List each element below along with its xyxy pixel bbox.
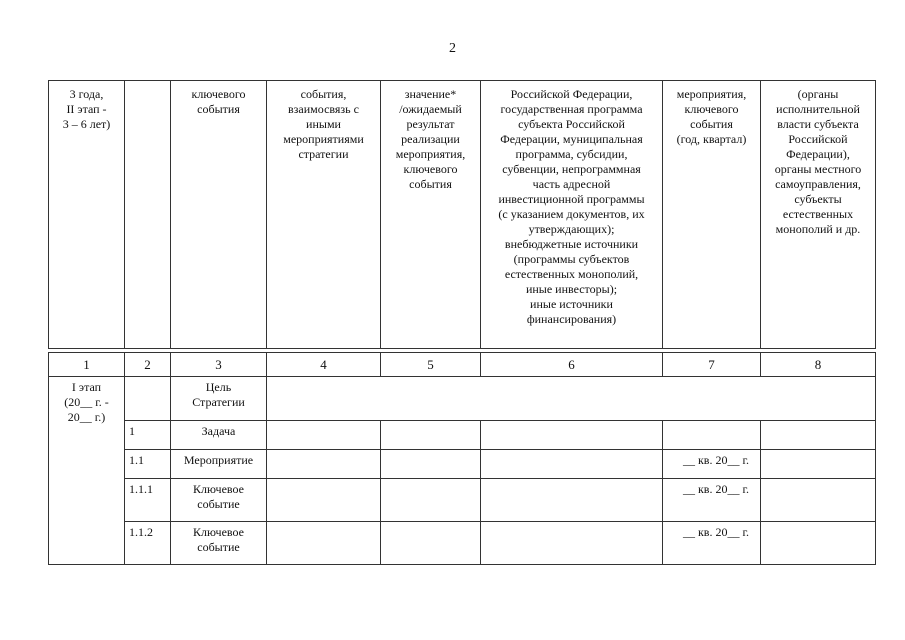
row-col-5 [381, 450, 481, 479]
goal-span-cell [267, 377, 876, 421]
column-number-row [49, 353, 876, 377]
row-col-6 [481, 522, 663, 565]
header-cell-4 [267, 81, 381, 349]
row-col-4 [267, 479, 381, 522]
row-date [663, 421, 761, 450]
row-name [171, 522, 267, 565]
stage-label: I этап (20__ г. - 20__ г.) [64, 380, 109, 424]
row-col-6 [481, 421, 663, 450]
header-cell-3 [171, 81, 267, 349]
table-row [49, 479, 876, 522]
header-cell-2 [125, 81, 171, 349]
column-number-3: 3 [171, 353, 267, 377]
row-name [171, 479, 267, 522]
row-name [171, 450, 267, 479]
row-number: 1 [125, 421, 171, 450]
page-number: 2 [449, 41, 456, 56]
row-col-8 [761, 479, 876, 522]
header-text-6: Российской Федерации, государственная программа субъекта Российской Федерации, муниципальная программа, субсидии, субвенции, непрограммная часть адресной инвестиционной программы (с указанием документов, их утверждающих); внебюджетные источники (программы субъектов естественных монополий, иные инвесторы); иные источники финансирования) [498, 87, 645, 326]
row-number: 1.1 [125, 450, 171, 479]
column-number-5: 5 [381, 353, 481, 377]
row-col-6 [481, 479, 663, 522]
header-cell-5 [381, 81, 481, 349]
header-text-3: ключевого события [191, 87, 246, 116]
row-col-4 [267, 421, 381, 450]
column-number-2: 2 [125, 353, 171, 377]
row-date: __ кв. 20__ г. [663, 479, 761, 522]
row-col-5 [381, 522, 481, 565]
row-col-4 [267, 522, 381, 565]
row-number: 1.1.1 [125, 479, 171, 522]
row-date: __ кв. 20__ г. [663, 522, 761, 565]
row-col-5 [381, 421, 481, 450]
column-number-1: 1 [49, 353, 125, 377]
row-name [171, 421, 267, 450]
row-name-text: Задача [201, 424, 236, 438]
column-number-7: 7 [663, 353, 761, 377]
table-row [49, 450, 876, 479]
goal-row [49, 377, 876, 421]
row-col-6 [481, 450, 663, 479]
row-col-5 [381, 479, 481, 522]
column-number-8: 8 [761, 353, 876, 377]
column-number-6: 6 [481, 353, 663, 377]
row-col-8 [761, 522, 876, 565]
header-text-1: 3 года, II этап - 3 – 6 лет) [62, 87, 111, 131]
row-number: 1.1.2 [125, 522, 171, 565]
stage-cell [49, 377, 125, 565]
row-name-text: Ключевое событие [193, 482, 244, 511]
row-name-text: Мероприятие [183, 453, 254, 467]
header-cell-6 [481, 81, 663, 349]
table-row [49, 421, 876, 450]
row-col-8 [761, 450, 876, 479]
column-number-4: 4 [267, 353, 381, 377]
header-row [49, 81, 876, 349]
header-cell-1 [49, 81, 125, 349]
table-row [49, 522, 876, 565]
strategy-plan-table [48, 80, 876, 565]
header-text-8: (органы исполнительной власти субъекта Российской Федерации), органы местного самоуправления, субъекты естественных монополий и др. [774, 87, 862, 236]
goal-num-cell [125, 377, 171, 421]
row-date: __ кв. 20__ г. [663, 450, 761, 479]
header-cell-7 [663, 81, 761, 349]
row-col-8 [761, 421, 876, 450]
header-text-7: мероприятия, ключевого события (год, квартал) [676, 87, 747, 146]
goal-cell [171, 377, 267, 421]
row-col-4 [267, 450, 381, 479]
goal-label: Цель Стратегии [192, 380, 245, 409]
row-name-text: Ключевое событие [193, 525, 244, 554]
header-cell-8 [761, 81, 876, 349]
header-text-5: значение* /ожидаемый результат реализации мероприятия, ключевого события [395, 87, 466, 191]
header-text-4: события, взаимосвязь с иными мероприятиями стратегии [283, 87, 364, 161]
